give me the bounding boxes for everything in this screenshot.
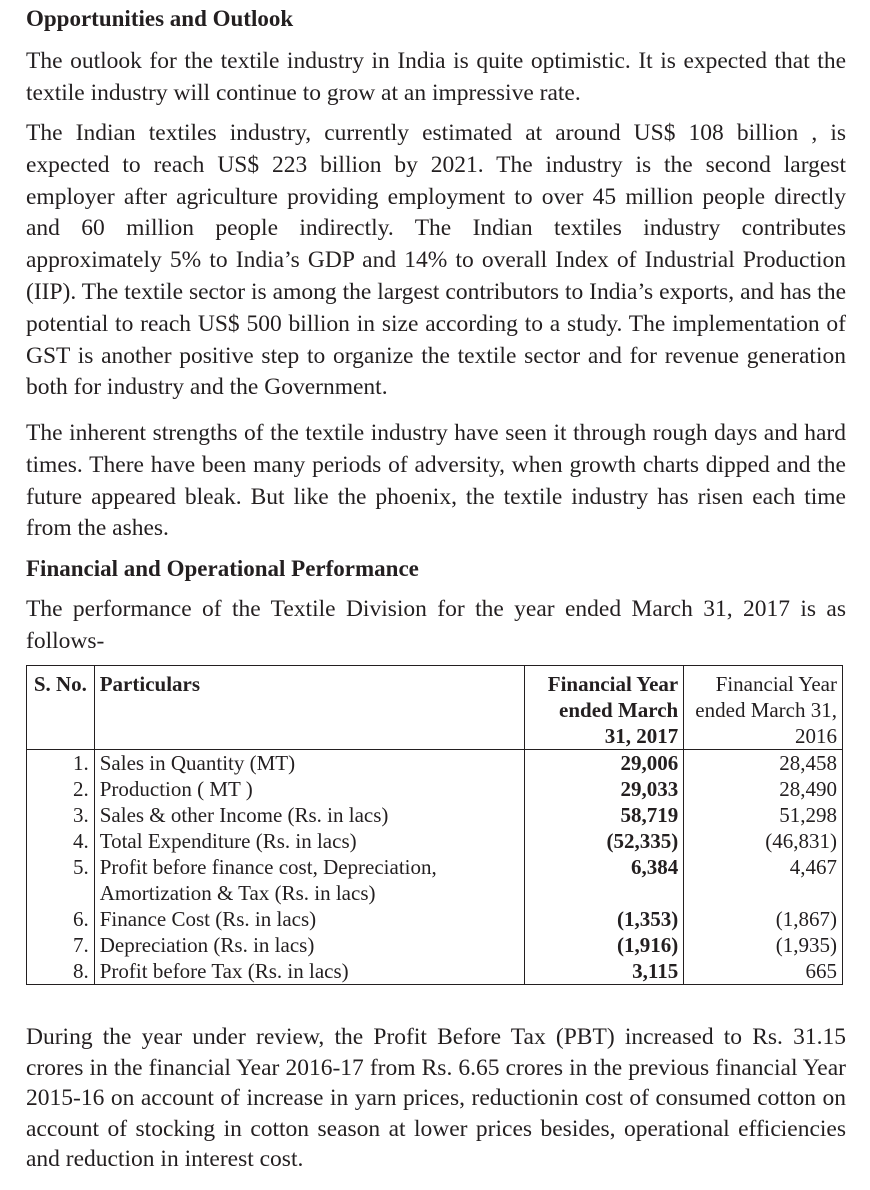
header-current-year: Financial Year ended March 31, 2017 (525, 666, 684, 750)
outlook-paragraph-1: The outlook for the textile industry in India is quite optimistic. It is expected that the textile industry will continue to grow at an impressive rate. (26, 48, 846, 106)
row-sno: 8. (27, 958, 95, 985)
row-particulars: Sales & other Income (Rs. in lacs) (94, 802, 525, 828)
row-previous-value: (46,831) (684, 828, 843, 854)
row-previous-value: 4,467 (684, 854, 843, 906)
row-current-value: (1,916) (525, 932, 684, 958)
row-current-value: (1,353) (525, 906, 684, 932)
table-row (27, 932, 843, 958)
row-sno: 6. (27, 906, 95, 932)
performance-table (26, 665, 843, 985)
row-sno: 2. (27, 776, 95, 802)
section-heading-financial: Financial and Operational Performance (26, 556, 419, 581)
row-sno: 4. (27, 828, 95, 854)
table-row (27, 854, 843, 906)
table-row (27, 906, 843, 932)
outlook-paragraph-3: The inherent strengths of the textile industry have seen it through rough days and hard times. There have been many periods of adversity, when growth charts dipped and the future appeared bleak. But like the phoenix, the textile industry has risen each time from the ashes. (26, 420, 846, 542)
table-header-row (27, 666, 843, 750)
row-sno: 5. (27, 854, 95, 906)
row-current-value: (52,335) (525, 828, 684, 854)
table-row (27, 802, 843, 828)
row-previous-value: 28,490 (684, 776, 843, 802)
row-sno: 7. (27, 932, 95, 958)
header-sno: S. No. (27, 666, 95, 750)
table-row (27, 750, 843, 777)
financial-intro-paragraph: The performance of the Textile Division for the year ended March 31, 2017 is as follows- (26, 596, 846, 654)
table-row (27, 828, 843, 854)
header-particulars: Particulars (94, 666, 525, 750)
row-sno: 3. (27, 802, 95, 828)
row-current-value: 58,719 (525, 802, 684, 828)
row-particulars: Profit before Tax (Rs. in lacs) (94, 958, 525, 985)
row-current-value: 6,384 (525, 854, 684, 906)
row-current-value: 29,033 (525, 776, 684, 802)
table-row (27, 776, 843, 802)
row-previous-value: 665 (684, 958, 843, 985)
row-current-value: 29,006 (525, 750, 684, 777)
row-previous-value: (1,935) (684, 932, 843, 958)
header-previous-year: Financial Year ended March 31, 2016 (684, 666, 843, 750)
outlook-paragraph-2: The Indian textiles industry, currently estimated at around US$ 108 billion , is expected to reach US$ 223 billion by 2021. The industry is the second largest employer after agriculture providing employment to over 45 million people directly and 60 million people indirectly. The Indian textiles industry contributes approximately 5% to India’s GDP and 14% to overall Index of Industrial Production (IIP). The textile sector is among the largest contributors to India’s exports, and has the potential to reach US$ 500 billion in size according to a study. The implementation of GST is another positive step to organize the textile sector and for revenue generation both for industry and the Government. (26, 120, 846, 401)
row-previous-value: (1,867) (684, 906, 843, 932)
row-previous-value: 51,298 (684, 802, 843, 828)
section-heading-outlook: Opportunities and Outlook (26, 6, 294, 31)
closing-paragraph: During the year under review, the Profit Before Tax (PBT) increased to Rs. 31.15 crores in the financial Year 2016-17 from Rs. 6.65 crores in the previous financial Year 2015-16 on account of increase in yarn prices, reductionin cost of consumed cotton on account of stocking in cotton season at lower prices besides, operational efficiencies and reduction in interest cost. (26, 1024, 846, 1173)
row-particulars: Production ( MT ) (94, 776, 525, 802)
row-particulars: Total Expenditure (Rs. in lacs) (94, 828, 525, 854)
row-particulars: Profit before finance cost, Depreciation, Amortization & Tax (Rs. in lacs) (94, 854, 525, 906)
row-previous-value: 28,458 (684, 750, 843, 777)
row-sno: 1. (27, 750, 95, 777)
table-row (27, 958, 843, 985)
row-particulars: Depreciation (Rs. in lacs) (94, 932, 525, 958)
row-particulars: Finance Cost (Rs. in lacs) (94, 906, 525, 932)
row-current-value: 3,115 (525, 958, 684, 985)
row-particulars: Sales in Quantity (MT) (94, 750, 525, 777)
